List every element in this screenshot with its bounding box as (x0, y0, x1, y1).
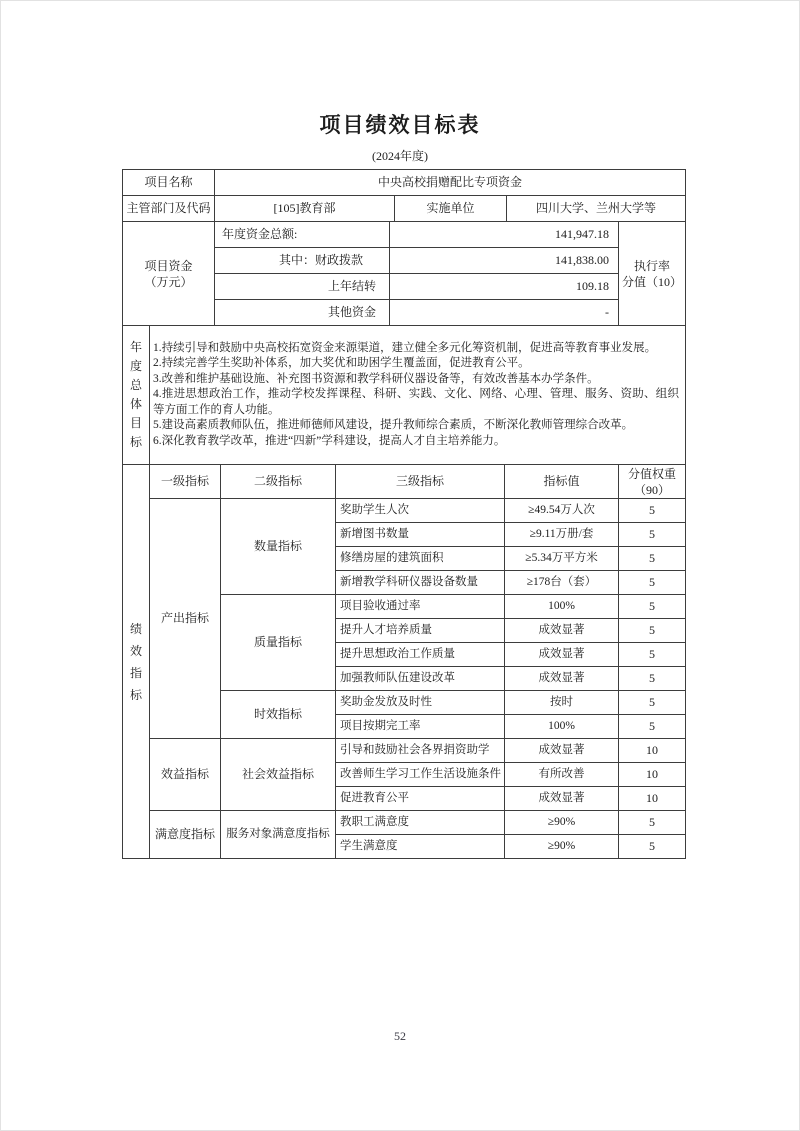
performance-vertical-label: 绩效指标 (129, 621, 142, 702)
fund-row-name: 上年结转 (215, 274, 390, 300)
indicators-table (122, 464, 686, 859)
execution-rate-line1: 执行率 (633, 258, 670, 273)
objectives-content-cell (150, 326, 686, 465)
l2-group-cell: 质量指标 (221, 595, 336, 691)
header-weight-line2: （90） (633, 482, 670, 497)
page-subtitle: (2024年度) (372, 149, 428, 163)
l3-indicator-cell: 促进教育公平 (336, 787, 505, 811)
indicators-header-row (123, 465, 686, 499)
table-row (123, 222, 686, 248)
weight-cell: 5 (619, 595, 686, 619)
objective-item: 1.持续引导和鼓励中央高校拓宽资金来源渠道，建立健全多元化筹资机制，促进高等教育事业发展。 (153, 341, 657, 354)
l3-indicator-cell: 改善师生学习工作生活设施条件 (336, 763, 505, 787)
fund-row-value: - (390, 300, 619, 326)
impl-label-cell: 实施单位 (395, 196, 507, 222)
objective-item: 5.建设高素质教师队伍，推进师德师风建设，提升教师综合素质，不断深化教师管理综合改革。 (153, 419, 634, 432)
l3-indicator-cell: 提升思想政治工作质量 (336, 643, 505, 667)
weight-cell: 10 (619, 739, 686, 763)
header-l1-cell: 一级指标 (150, 465, 221, 499)
department-table (122, 195, 686, 222)
l3-indicator-cell: 项目按期完工率 (336, 715, 505, 739)
weight-cell: 5 (619, 667, 686, 691)
indicator-value-cell: 按时 (505, 691, 619, 715)
indicator-row (123, 811, 686, 835)
dept-value-cell: [105]教育部 (215, 196, 395, 222)
l1-group-cell: 满意度指标 (150, 811, 221, 859)
indicator-value-cell: 成效显著 (505, 739, 619, 763)
l2-group-cell: 服务对象满意度指标 (221, 811, 336, 859)
weight-cell: 5 (619, 547, 686, 571)
fund-row-name: 年度资金总额: (215, 222, 390, 248)
indicator-value-cell: 有所改善 (505, 763, 619, 787)
weight-cell: 10 (619, 787, 686, 811)
l3-indicator-cell: 加强教师队伍建设改革 (336, 667, 505, 691)
weight-cell: 5 (619, 643, 686, 667)
objectives-label-cell (123, 326, 150, 465)
execution-rate-score-cell (619, 222, 686, 326)
performance-target-table (122, 169, 685, 859)
weight-cell: 5 (619, 571, 686, 595)
indicator-value-cell: ≥5.34万平方米 (505, 547, 619, 571)
objective-item: 3.改善和维护基础设施、补充图书资源和教学科研仪器设备等，有效改善基本办学条件。 (153, 372, 599, 385)
fund-row-value: 109.18 (390, 274, 619, 300)
l1-group-cell: 产出指标 (150, 499, 221, 739)
l3-indicator-cell: 引导和鼓励社会各界捐资助学 (336, 739, 505, 763)
l2-group-cell: 社会效益指标 (221, 739, 336, 811)
header-weight-cell (619, 465, 686, 499)
dept-label-cell: 主管部门及代码 (123, 196, 215, 222)
indicator-value-cell: ≥49.54万人次 (505, 499, 619, 523)
l3-indicator-cell: 提升人才培养质量 (336, 619, 505, 643)
l3-indicator-cell: 新增图书数量 (336, 523, 505, 547)
page-title: 项目绩效目标表 (319, 114, 481, 137)
objectives-table (122, 325, 686, 465)
funds-label-line2: （万元） (144, 274, 193, 289)
fund-row-name: 其他资金 (215, 300, 390, 326)
weight-cell: 10 (619, 763, 686, 787)
fund-row-value: 141,947.18 (390, 222, 619, 248)
table-row (123, 326, 686, 465)
weight-cell: 5 (619, 691, 686, 715)
weight-cell: 5 (619, 835, 686, 859)
project-name-label-cell: 项目名称 (123, 170, 215, 196)
indicator-value-cell: ≥178台（套） (505, 571, 619, 595)
header-l3-cell: 三级指标 (336, 465, 505, 499)
l1-group-cell: 效益指标 (150, 739, 221, 811)
l3-indicator-cell: 教职工满意度 (336, 811, 505, 835)
funds-table (122, 221, 686, 326)
impl-value-cell: 四川大学、兰州大学等 (507, 196, 686, 222)
l3-indicator-cell: 修缮房屋的建筑面积 (336, 547, 505, 571)
fund-row-value: 141,838.00 (390, 248, 619, 274)
l2-group-cell: 数量指标 (221, 499, 336, 595)
indicator-value-cell: ≥90% (505, 811, 619, 835)
l3-indicator-cell: 新增教学科研仪器设备数量 (336, 571, 505, 595)
objectives-vertical-label: 年度总体目标 (129, 340, 142, 449)
indicator-value-cell: 成效显著 (505, 667, 619, 691)
performance-label-cell (123, 465, 150, 859)
execution-rate-line2: 分值（10） (621, 274, 682, 289)
indicator-value-cell: 成效显著 (505, 619, 619, 643)
indicator-value-cell: ≥90% (505, 835, 619, 859)
indicator-value-cell: 成效显著 (505, 643, 619, 667)
weight-cell: 5 (619, 715, 686, 739)
funds-label-line1: 项目资金 (144, 258, 193, 273)
indicator-row (123, 499, 686, 523)
l3-indicator-cell: 奖助金发放及时性 (336, 691, 505, 715)
indicator-row (123, 739, 686, 763)
header-value-cell: 指标值 (505, 465, 619, 499)
l2-group-cell: 时效指标 (221, 691, 336, 739)
weight-cell: 5 (619, 619, 686, 643)
header-l2-cell: 二级指标 (221, 465, 336, 499)
objective-item: 6.深化教育教学改革，推进“四新”学科建设，提高人才自主培养能力。 (153, 434, 506, 447)
l3-indicator-cell: 奖助学生人次 (336, 499, 505, 523)
l3-indicator-cell: 学生满意度 (336, 835, 505, 859)
table-row (123, 170, 686, 196)
header-weight-line1: 分值权重 (627, 466, 676, 481)
l3-indicator-cell: 项目验收通过率 (336, 595, 505, 619)
project-name-value-cell: 中央高校捐赠配比专项资金 (215, 170, 686, 196)
weight-cell: 5 (619, 523, 686, 547)
indicator-value-cell: 成效显著 (505, 787, 619, 811)
funds-label-cell (123, 222, 215, 326)
project-name-table (122, 169, 686, 196)
fund-row-name: 其中：财政拨款 (215, 248, 390, 274)
indicator-value-cell: 100% (505, 595, 619, 619)
objective-item: 4.推进思想政治工作，推动学校发挥课程、科研、实践、文化、网络、心理、管理、服务、资助、组织等方面工作的育人功能。 (153, 388, 679, 416)
indicator-value-cell: 100% (505, 715, 619, 739)
weight-cell: 5 (619, 811, 686, 835)
table-row (123, 196, 686, 222)
objective-item: 2.持续完善学生奖助补体系，加大奖优和助困学生覆盖面，促进教育公平。 (153, 357, 530, 370)
page-number: 52 (394, 1029, 406, 1043)
indicator-value-cell: ≥9.11万册/套 (505, 523, 619, 547)
weight-cell: 5 (619, 499, 686, 523)
